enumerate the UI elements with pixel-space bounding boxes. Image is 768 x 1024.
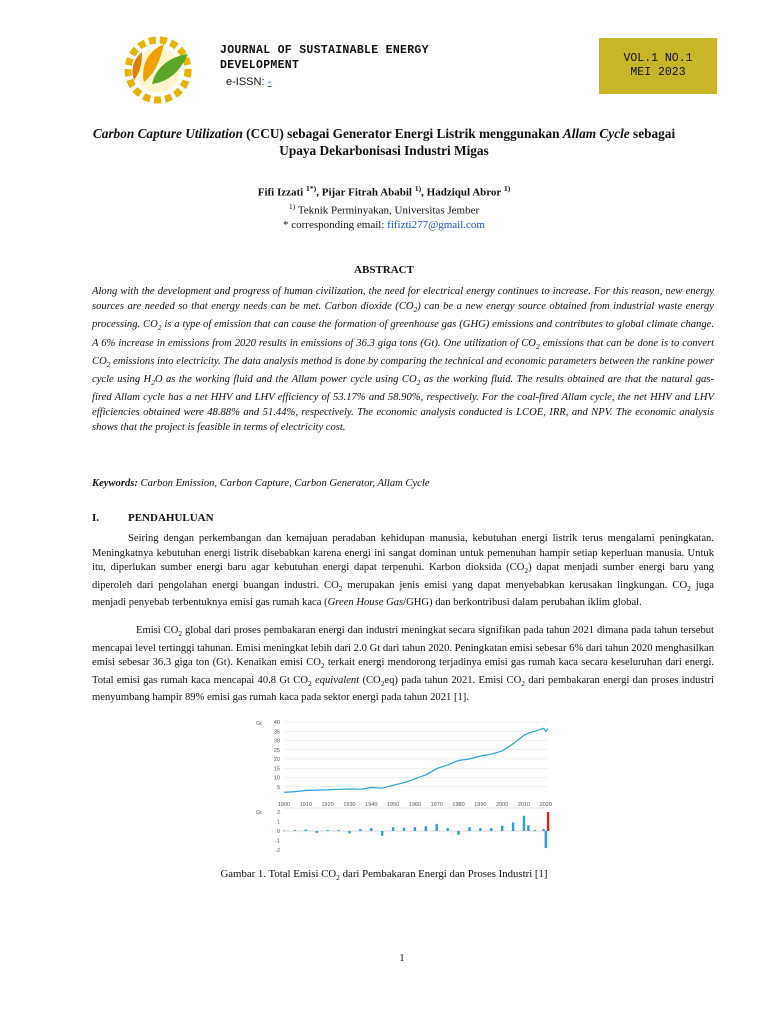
volume-number: VOL.1 NO.1: [623, 52, 693, 65]
paper-title: Carbon Capture Utilization (CCU) sebagai Generator Energi Listrik menggunakan Allam Cycle sebagai Upaya Dekarbonisasi Industri Migas: [92, 126, 676, 158]
y-tick-label-lower: -2: [275, 848, 280, 854]
volume-box: [599, 38, 717, 94]
y-tick-label: 30: [273, 738, 280, 745]
annual-change-bar: [545, 831, 547, 848]
x-tick-label: 2020: [539, 802, 552, 808]
annual-change-bar: [436, 824, 438, 831]
x-tick-label: 1920: [321, 802, 334, 808]
annual-change-bar: [446, 828, 448, 831]
annual-change-bar: [392, 827, 394, 831]
y-tick-label: 40: [273, 720, 280, 726]
keywords: Keywords: Carbon Emission, Carbon Capture, Carbon Generator, Allam Cycle: [92, 478, 430, 489]
abstract-heading: ABSTRACT: [354, 264, 414, 276]
annual-change-bar: [381, 831, 383, 836]
authors: Fifi Izzati $^{1*)}$, Pijar Fitrah Ababil $^{1)}$, Hadziqul Abror $^{1)}$: [257, 184, 511, 199]
abstract-text: Along with the development and progress of human civilization, the need for electrical energy continues to increase. For this reason, new energy sources are needed so that energy needs can be met. Carbon dioxide $(CO_2)$ can be a new energy source obtained from industrial waste energy processing. $CO_2$ is a type of emission that can cause the formation of greenhouse gas (GHG) emissions and contributes to global climate change. A 6% increase in emissions from 2020 results in emissions of 36.3 giga tons (Gt). One utilization of $CO_2$ emissions that can be done is to convert $CO_2$ emissions into electricity. The data analysis method is done by comparing the technical and economic parameters between the rankine power cycle using $H_2O$ as the working fluid and the Allam power cycle using $CO_2$ as the working fluid. The results obtained are that the natural gas-fired Allam cycle has a net HHV and LHV efficiency of 53.17% and 58.90%, respectively. For the coal-fired Allam cycle, the net HHV and LHV efficiencies obtained were 48.88% and 51.44%, respectively. The economic analysis conducted is LCOE, IRR, and NPV. The economic analysis shows that the project is feasible in terms of electricity cost.: [92, 286, 715, 434]
gear-logo-icon: [128, 40, 188, 100]
y-axis-label: Gt: [256, 721, 262, 727]
y-tick-label: 20: [273, 757, 280, 763]
y-tick-label-lower: 1: [276, 819, 280, 826]
y-tick-label-lower: 0: [276, 829, 280, 835]
x-tick-label: 1910: [299, 802, 312, 808]
annual-change-bar: [457, 831, 459, 835]
x-tick-label: 1970: [430, 802, 443, 808]
annual-change-bar: [534, 830, 536, 831]
annual-change-bar: [547, 812, 549, 831]
annual-change-bar: [414, 827, 416, 831]
y-tick-label: 10: [273, 775, 280, 782]
annual-change-bar: [326, 830, 328, 831]
x-tick-label: 2000: [496, 802, 509, 808]
section-heading: I. PENDAHULUAN: [92, 512, 214, 524]
annual-change-bar: [305, 830, 307, 831]
y-tick-label: 5: [276, 784, 280, 791]
issue-date: MEI 2023: [630, 66, 686, 79]
annual-change-bar: [542, 829, 544, 831]
annual-change-bar: [283, 831, 285, 832]
y-tick-label: 25: [273, 747, 280, 754]
x-tick-label: 1960: [408, 802, 422, 808]
annual-change-bar: [512, 822, 514, 831]
annual-change-bar: [479, 828, 481, 831]
annual-change-bar: [316, 831, 318, 833]
page-number: 1: [399, 952, 405, 964]
annual-change-bar: [501, 826, 503, 831]
y-tick-label: 15: [273, 766, 280, 773]
affiliation: $^{1)}$ Teknik Perminyakan, Universitas Jember * corresponding email: fifizti277@gmail.com: [283, 202, 485, 231]
paragraph-2: Emisi $CO_2$ global dari proses pembakaran energi dan industri meningkat secara signifikan pada tahun 2021 dimana pada tahun tersebut mencapai level tertinggi tahunan. Emisi meningkat lebih dari 2.0 Gt dari tahun 2020. Peningkatan emisi sebesar 6% dari tahun 2020 menghasilkan emisi sebesar 36.3 giga ton (Gt). Kenaikan emisi $CO_2$ terkait energi mendorong terjadinya emisi gas rumah kaca secara keseluruhan dari energi. Total emisi gas rumah kaca mencapai 40.8 Gt $CO_2$ equivalent $(CO_2eq)$ pada tahun 2021. Emisi $CO_2$ dari pembakaran energi dan proses industri menyumbang hampir 89% emisi gas rumah kaca pada sektor energi pada tahun 2021 [1].: [92, 625, 714, 704]
y-tick-label-lower: -1: [275, 838, 280, 845]
x-tick-label: 1950: [386, 802, 400, 808]
figure-caption: Gambar 1. Total Emisi $CO_2$ dari Pembakaran Energi dan Proses Industri [1]: [220, 868, 548, 883]
series-line-total-emissions: [284, 728, 548, 792]
annual-change-bar: [370, 828, 372, 831]
y-tick-label-lower: 2: [276, 810, 280, 816]
x-tick-label: 1990: [474, 802, 487, 808]
journal-logo: [104, 30, 212, 102]
journal-line2: DEVELOPMENT: [220, 59, 300, 72]
annual-change-bar: [403, 828, 405, 831]
annual-change-bar: [359, 829, 361, 831]
emissions-chart: [250, 716, 550, 856]
x-tick-label: 1930: [343, 802, 356, 808]
journal-name: [220, 43, 429, 73]
journal-line1: JOURNAL OF SUSTAINABLE ENERGY: [220, 44, 429, 57]
annual-change-bar: [348, 831, 350, 833]
y-axis-label-lower: Gt: [256, 810, 262, 816]
x-tick-label: 1980: [452, 802, 465, 808]
issn-link[interactable]: -: [267, 76, 272, 88]
email-link[interactable]: fifizti277@gmail.com: [387, 218, 485, 231]
x-tick-label: 2010: [517, 802, 531, 808]
issn-label: e-ISSN:: [226, 76, 268, 88]
annual-change-bar: [468, 827, 470, 831]
x-tick-label: 1940: [365, 802, 378, 808]
annual-change-bar: [523, 816, 525, 831]
issn: [226, 76, 271, 88]
annual-change-bar: [425, 826, 427, 831]
annual-change-bar: [490, 828, 492, 831]
annual-change-bar: [527, 825, 529, 831]
paragraph-1: Seiring dengan perkembangan dan kemajuan peradaban kehidupan manusia, kebutuhan energi listrik terus mengalami peningkatan. Meningkatnya kebutuhan energi listrik disebabkan karena energi ini sangat dominan untuk pemenuhan hampir setiap keperluan manusia. Untuk itu, diperlukan sumber energi baru agar kebutuhan energi dapat terpenuhi. Karbon dioksida $(CO_2)$ dapat menjadi sumber energi baru yang diperoleh dari pengolahan energi buangan industri. $CO_2$ merupakan jenis emisi yang dapat menyebabkan kerusakan lingkungan. $CO_2$ juga menjadi penyebab terbentuknya emisi gas rumah kaca (Green House Gas/GHG) dan berkontribusi dalam perubahan iklim global.: [92, 533, 714, 609]
y-tick-label: 35: [273, 729, 280, 736]
x-tick-label: 1900: [277, 802, 291, 808]
annual-change-bar: [294, 830, 296, 831]
annual-change-bar: [337, 830, 339, 831]
